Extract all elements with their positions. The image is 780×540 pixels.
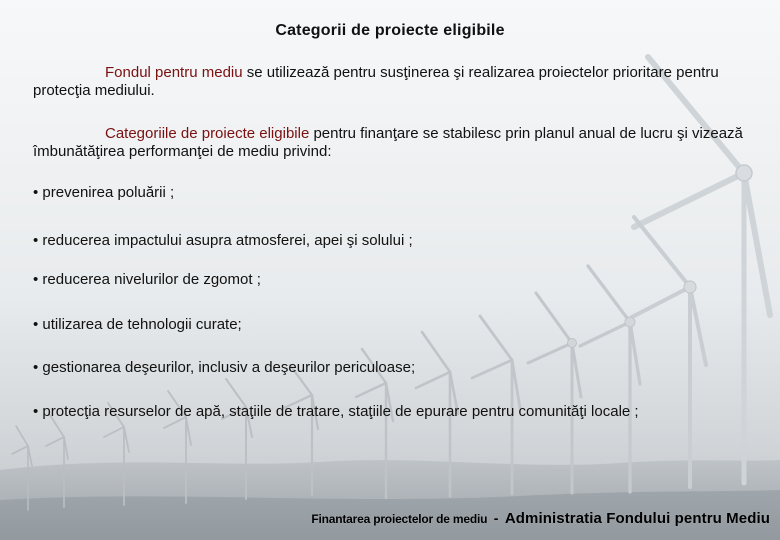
intro-lead: Fondul pentru mediu	[105, 64, 243, 81]
eligibility-paragraph	[33, 125, 753, 161]
page-title: Categorii de proiecte eligibile	[275, 22, 505, 39]
intro-paragraph	[33, 64, 753, 100]
bullet-item-prevention: • prevenirea poluării ;	[33, 184, 175, 201]
bullet-item-water-protection: • protecţia resurselor de apă, staţiile de tratare, staţiile de epurare pentru comunităţi locale ;	[33, 403, 639, 420]
eligibility-lead: Categoriile de proiecte eligibile	[105, 125, 310, 142]
intro-text: se utilizează pentru susţinerea şi realizarea proiectelor prioritare pentru protecţia mediului.	[33, 64, 719, 99]
bullet-item-waste-management: • gestionarea deşeurilor, inclusiv a deşeurilor periculoase;	[33, 359, 416, 376]
bullet-item-impact-reduction: • reducerea impactului asupra atmosferei, apei şi solului ;	[33, 232, 413, 249]
footer-left-text: Finantarea proiectelor de mediu	[311, 512, 488, 526]
eligibility-text: pentru finanţare se stabilesc prin planul anual de lucru şi vizează îmbunătăţirea performanţei de mediu privind:	[33, 125, 743, 160]
bullet-item-noise-reduction: • reducerea nivelurilor de zgomot ;	[33, 271, 261, 288]
footer-right-text: Administratia Fondului pentru Mediu	[504, 510, 770, 527]
footer-separator: -	[493, 510, 499, 526]
bullet-item-clean-tech: • utilizarea de tehnologii curate;	[33, 316, 242, 333]
footer-caption	[311, 510, 770, 528]
